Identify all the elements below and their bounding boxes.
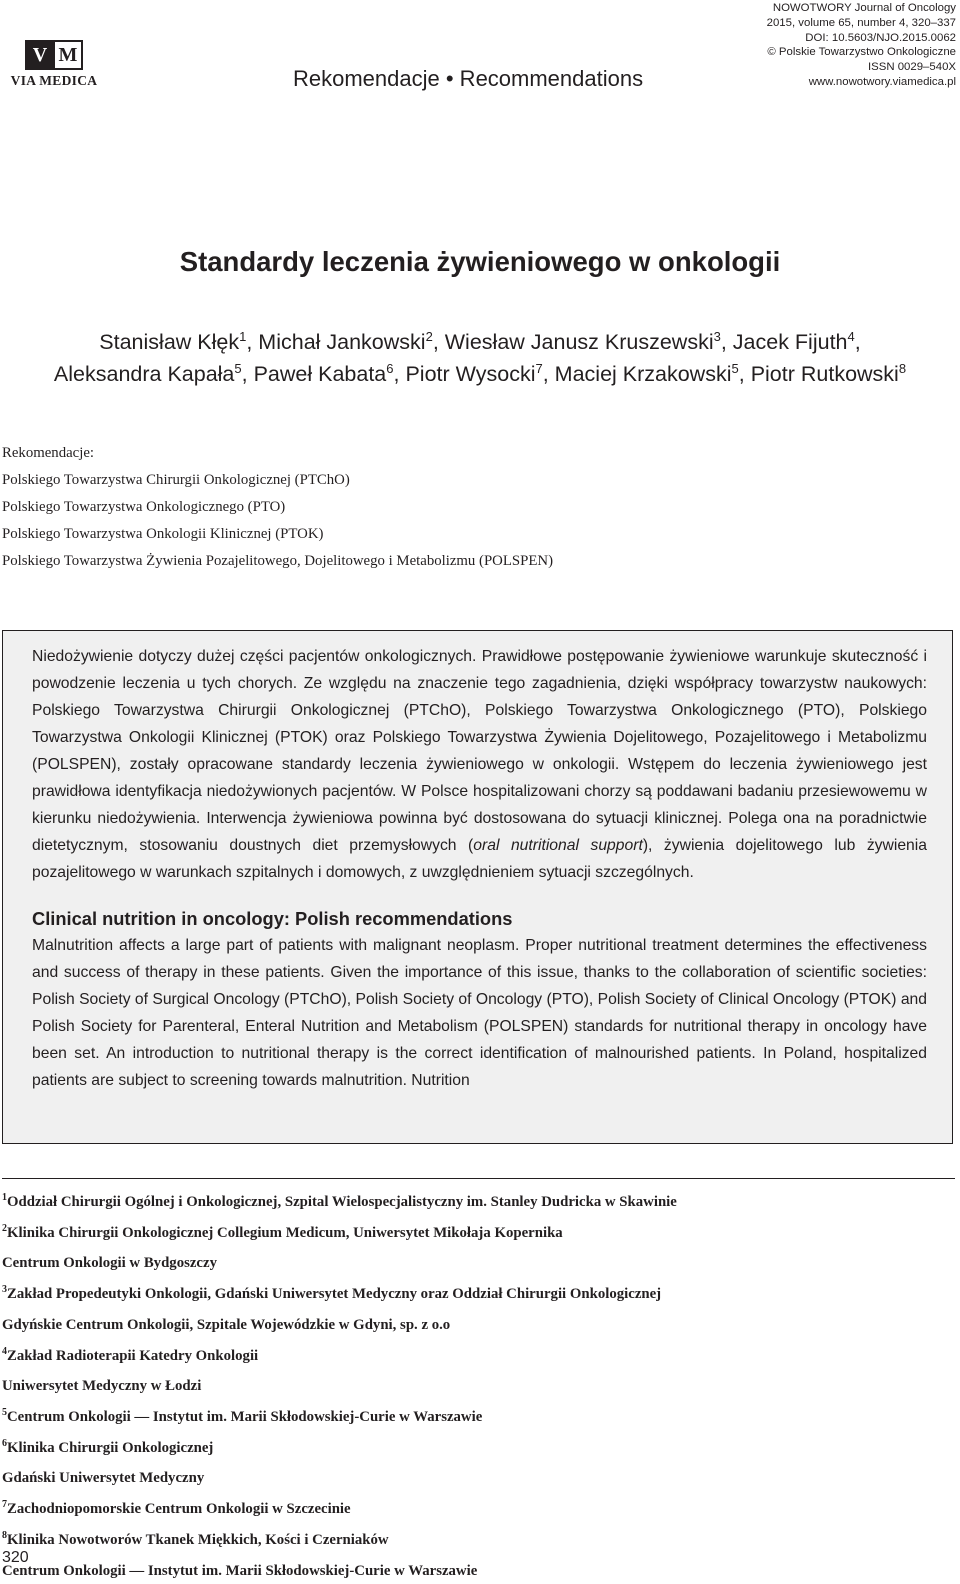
journal-url[interactable]: www.nowotwory.viamedica.pl xyxy=(808,75,956,88)
recommendation-society: Polskiego Towarzystwa Chirurgii Onkologicznej (PTChO) xyxy=(2,472,350,488)
affiliation-line xyxy=(2,1369,677,1400)
journal-info xyxy=(767,1,956,90)
recommendation-society: Polskiego Towarzystwa Onkologicznego (PTO) xyxy=(2,499,286,515)
affiliation-text: Klinika Chirurgii Onkologicznej xyxy=(7,1439,214,1456)
footnote-rule xyxy=(2,1178,955,1179)
affiliation-number: 4 xyxy=(2,1345,7,1357)
author-name: Aleksandra Kapała xyxy=(53,362,235,387)
affiliation-line xyxy=(2,1277,677,1308)
author-affiliation-mark: 5 xyxy=(234,361,242,376)
logo-monogram xyxy=(2,40,106,70)
affiliation-text: Gdański Uniwersytet Medyczny xyxy=(2,1470,205,1487)
affiliation-line xyxy=(2,1400,677,1431)
authors-line-2 xyxy=(0,361,960,387)
logo-letter-v: V xyxy=(25,40,55,70)
author-name: Maciej Krzakowski xyxy=(554,362,732,387)
abstract-polish xyxy=(32,643,927,886)
author-affiliation-mark: 8 xyxy=(898,361,907,376)
author-name: Michał Jankowski xyxy=(258,330,426,355)
affiliation-text: Centrum Onkologii — Instytut im. Marii Skłodowskiej-Curie w Warszawie xyxy=(2,1562,478,1579)
logo-name: VIA MEDICA xyxy=(10,73,98,88)
author-affiliation-mark: 5 xyxy=(731,361,739,376)
logo-letter-m: M xyxy=(53,40,83,70)
author-affiliation-mark: 1 xyxy=(239,329,247,344)
article-title: Standardy leczenia żywieniowego w onkologii xyxy=(179,246,781,277)
affiliations xyxy=(2,1185,677,1584)
author-affiliation-mark: 3 xyxy=(713,329,721,344)
author-separator: , xyxy=(432,330,445,355)
journal-name: NOWOTWORY Journal of Oncology xyxy=(772,2,956,14)
abstract-english: Malnutrition affects a large part of patients with malignant neoplasm. Proper nutritional treatment determines the effectiveness and success of therapy in these patients. Given the importance of this issue, thanks to the collaboration of scientific societies: Polish Society of Surgical Oncology (PTChO), Polish Society of Oncology (PTO), Polish Society of Clinical Oncology (PTOK) and Polish Society for Parenteral, Enteral Nutrition and Metabolism (POLSPEN) standards for nutritional therapy in oncology have been set. An introduction to nutritional therapy is the correct identification of malnourished patients. In Poland, hospitalized patients are subject to screening towards malnutrition. Nutrition xyxy=(32,937,927,1089)
affiliation-line xyxy=(2,1461,677,1492)
affiliation-line xyxy=(2,1431,677,1462)
affiliation-number: 1 xyxy=(2,1192,7,1203)
abstract-polish-text-end: ), żywienia dojelitowego lub żywienia pozajelitowego w warunkach szpitalnych i domowych, z uwzględnieniem sytuacji szczególnych. xyxy=(32,837,927,881)
author-affiliation-mark: 6 xyxy=(386,361,394,376)
affiliation-text: Centrum Onkologii — Instytut im. Marii Skłodowskiej-Curie w Warszawie xyxy=(7,1408,483,1425)
page-number: 320 xyxy=(2,1549,29,1566)
affiliation-number: 5 xyxy=(2,1407,7,1419)
author-affiliation-mark: 2 xyxy=(425,329,433,344)
abstract-polish-italic: oral nutritional support xyxy=(473,837,643,854)
journal-volume: 2015, volume 65, number 4, 320–337 xyxy=(766,16,956,29)
author-affiliation-mark: 4 xyxy=(847,329,855,344)
author-separator: , xyxy=(393,362,406,387)
author-name: Wiesław Janusz Kruszewski xyxy=(444,330,714,355)
author-separator: , xyxy=(738,362,751,387)
affiliation-line xyxy=(2,1246,677,1277)
author-separator: , xyxy=(542,362,555,387)
author-name: Jacek Fijuth xyxy=(732,330,848,355)
affiliation-line xyxy=(2,1523,677,1554)
author-separator: , xyxy=(854,330,861,355)
author-affiliation-mark: 7 xyxy=(535,361,543,376)
recommendation-society: Polskiego Towarzystwa Onkologii Klinicznej (PTOK) xyxy=(2,526,324,542)
journal-doi: DOI: 10.5603/NJO.2015.0062 xyxy=(805,31,956,44)
affiliation-text: Gdyńskie Centrum Onkologii, Szpitale Wojewódzkie w Gdyni, sp. z o.o xyxy=(2,1316,451,1333)
affiliation-text: Uniwersytet Medyczny w Łodzi xyxy=(2,1378,202,1395)
affiliation-text: Klinika Nowotworów Tkanek Miękkich, Kości i Czerniaków xyxy=(7,1531,389,1548)
author-separator: , xyxy=(720,330,733,355)
affiliation-number: 6 xyxy=(2,1437,7,1449)
journal-copyright: © Polskie Towarzystwo Onkologiczne xyxy=(767,46,956,59)
authors-line-1 xyxy=(0,329,960,355)
affiliation-line xyxy=(2,1216,677,1247)
abstract-box xyxy=(2,630,953,1144)
author-name: Piotr Wysocki xyxy=(405,362,536,387)
section-label: Rekomendacje • Recommendations xyxy=(293,66,644,91)
affiliation-number: 2 xyxy=(2,1222,7,1234)
affiliation-number: 3 xyxy=(2,1284,7,1296)
affiliation-text: Zachodniopomorskie Centrum Onkologii w Szczecinie xyxy=(7,1501,351,1518)
affiliation-line xyxy=(2,1308,677,1339)
recommendation-list xyxy=(2,440,553,575)
affiliation-text: Zakład Propedeutyki Onkologii, Gdański Uniwersytet Medyczny oraz Oddział Chirurgii Onkologicznej xyxy=(7,1286,662,1303)
affiliation-line xyxy=(2,1339,677,1370)
author-name: Piotr Rutkowski xyxy=(750,362,899,387)
affiliation-line xyxy=(2,1492,677,1523)
affiliation-line xyxy=(2,1554,677,1584)
author-separator: , xyxy=(241,362,254,387)
affiliation-number: 8 xyxy=(2,1529,7,1541)
affiliation-text: Klinika Chirurgii Onkologicznej Collegium Medicum, Uniwersytet Mikołaja Kopernika xyxy=(7,1224,563,1241)
journal-issn: ISSN 0029–540X xyxy=(867,61,956,74)
author-separator: , xyxy=(246,330,259,355)
abstract-polish-text: Niedożywienie dotyczy dużej części pacjentów onkologicznych. Prawidłowe postępowanie żywieniowe warunkuje skuteczność i powodzenie leczenia u tych chorych. Ze względu na znaczenie tego zagadnienia, dzięki współpracy towarzystw naukowych: Polskiego Towarzystwa Chirurgii Onkologicznej (PTChO), Polskiego Towarzystwa Onkologicznego (PTO), Polskiego Towarzystwa Onkologii Klinicznej (PTOK) oraz Polskiego Towarzystwa Żywienia Dojelitowego, Pozajelitowego i Metabolizmu (POLSPEN), zostały opracowane standardy leczenia żywieniowego w onkologii. Wstępem do leczenia żywieniowego jest prawidłowa identyfikacja niedożywionych pacjentów. W Polsce hospitalizowani chorzy są poddawani badaniu przesiewowemu w kierunku niedożywienia. Interwencja żywieniowa powinna być dostosowana do sytuacji klinicznej. Polega ona na poradnictwie dietetycznym, stosowaniu doustnych diet przemysłowych ( xyxy=(32,648,927,854)
recommendation-society: Polskiego Towarzystwa Żywienia Pozajelitowego, Dojelitowego i Metabolizmu (POLSPEN) xyxy=(2,553,554,569)
affiliation-line xyxy=(2,1185,677,1216)
affiliation-text: Zakład Radioterapii Katedry Onkologii xyxy=(7,1347,259,1364)
affiliation-text: Centrum Onkologii w Bydgoszczy xyxy=(2,1255,217,1272)
affiliation-text: Oddział Chirurgii Ogólnej i Onkologicznej, Szpital Wielospecjalistyczny im. Stanley Dudricka w Skawinie xyxy=(7,1193,677,1210)
recommendation-heading: Rekomendacje: xyxy=(2,445,95,461)
affiliation-number: 7 xyxy=(2,1499,7,1511)
author-name: Paweł Kabata xyxy=(253,362,387,387)
publisher-logo xyxy=(2,40,106,89)
abstract-english-title: Clinical nutrition in oncology: Polish recommendations xyxy=(32,908,513,929)
author-name: Stanisław Kłęk xyxy=(99,330,240,355)
